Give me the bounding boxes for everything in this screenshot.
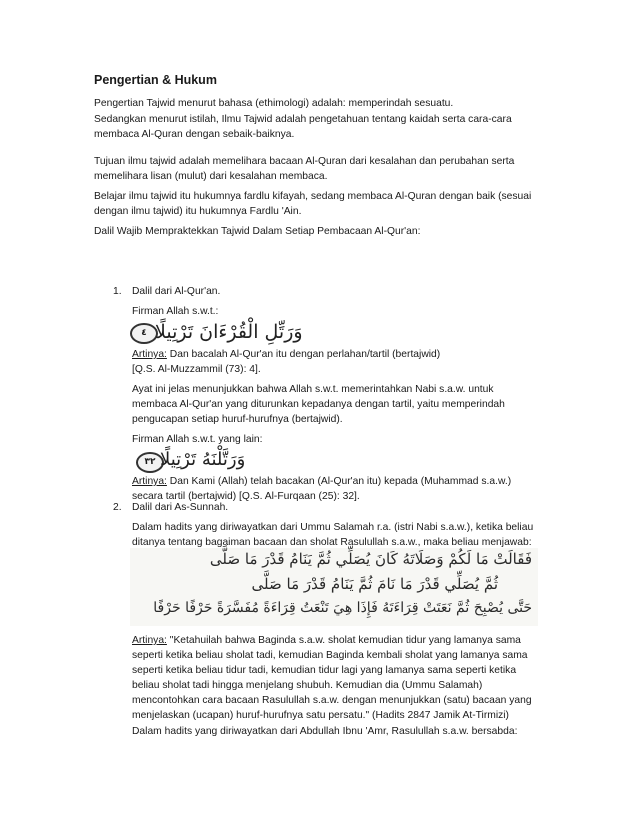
page-title: Pengertian & Hukum bbox=[94, 73, 217, 87]
paragraph-line: Sedangkan menurut istilah, Ilmu Tajwid adalah pengetahuan tentang kaidah serta cara-cara bbox=[94, 114, 512, 125]
translation-text: Dan Kami (Allah) telah bacakan (Al-Qur'an itu) kepada (Muhammad s.a.w.) bbox=[166, 476, 512, 487]
translation-text: "Ketahuilah bahwa Baginda s.a.w. sholat kemudian tidur yang lamanya sama bbox=[166, 635, 521, 646]
translation-line: mencontohkan cara bacaan Rasulullah s.a.w. dengan menunjukkan (satu) bacaan yang bbox=[132, 695, 532, 706]
translation-line bbox=[132, 347, 440, 362]
paragraph-line: Belajar ilmu tajwid itu hukumnya fardlu kifayah, sedang membaca Al-Quran dengan baik (sesuai bbox=[94, 191, 532, 202]
paragraph-line: Dalam hadits yang diriwayatkan dari Ummu Salamah r.a. (istri Nabi s.a.w.), ketika beliau bbox=[132, 522, 534, 533]
translation-line: secara tartil (bertajwid) [Q.S. Al-Furqaan (25): 32]. bbox=[132, 491, 360, 502]
translation-line bbox=[132, 633, 521, 648]
translation-line: seperti ketika beliau tidur tadi, kemudian tidur lagi yang lamanya sama seperti ketika bbox=[132, 665, 517, 676]
arabic-verse: وَرَتِّلِ الْقُرْءَانَ تَرْتِيلًا bbox=[155, 321, 303, 343]
paragraph-line: Dalil Wajib Mempraktekkan Tajwid Dalam Setiap Pembacaan Al-Qur'an: bbox=[94, 226, 421, 237]
paragraph-line: Ayat ini jelas menunjukkan bahwa Allah s.w.t. memerintahkan Nabi s.a.w. untuk bbox=[132, 384, 494, 395]
paragraph-line: membaca Al-Quran dengan sebaik-baiknya. bbox=[94, 129, 295, 140]
list-item-heading: Dalil dari As-Sunnah. bbox=[132, 502, 229, 513]
translation-text: Dan bacalah Al-Qur'an itu dengan perlahan/tartil (bertajwid) bbox=[166, 349, 441, 360]
firman-label: Firman Allah s.w.t.: bbox=[132, 306, 219, 317]
paragraph-line: memelihara lisan (mulut) dari kesalahan membaca. bbox=[94, 171, 328, 182]
paragraph-line: pengucapan setiap huruf-hurufnya (bertajwid). bbox=[132, 414, 343, 425]
artinya-label: Artinya: bbox=[132, 635, 167, 646]
artinya-label: Artinya: bbox=[132, 476, 167, 487]
ayah-number-icon: ٤ bbox=[130, 323, 158, 344]
translation-line bbox=[132, 474, 511, 489]
hadith-line: فَقَالَتْ مَا لَكُمْ وَصَلَاتَهُ كَانَ يُصَلِّي ثُمَّ يَنَامُ قَدْرَ مَا صَلَّى bbox=[209, 550, 532, 568]
paragraph-line: Pengertian Tajwid menurut bahasa (ethimologi) adalah: memperindah sesuatu. bbox=[94, 98, 454, 109]
artinya-label: Artinya: bbox=[132, 349, 167, 360]
translation-line: seperti ketika beliau sholat tadi, kemudian Baginda kembali sholat yang lamanya sama bbox=[132, 650, 528, 661]
paragraph-line: Dalam hadits yang diriwayatkan dari Abdullah Ibnu 'Amr, Rasulullah s.a.w. bersabda: bbox=[132, 726, 518, 737]
list-number: 2. bbox=[113, 502, 122, 513]
arabic-hadith-image bbox=[130, 548, 538, 626]
arabic-verse: وَرَتَّلْنَهُ تَرْتِيلًا bbox=[160, 449, 246, 470]
paragraph-line: membaca Al-Qur'an yang diturunkan kepadanya dengan tartil, yaitu memperindah bbox=[132, 399, 505, 410]
hadith-line: ثُمَّ يُصَلِّي قَدْرَ مَا نَامَ ثُمَّ يَنَامُ قَدْرَ مَا صَلَّى bbox=[251, 575, 498, 593]
ayah-number-icon: ٣٢ bbox=[136, 452, 164, 473]
paragraph-line: Tujuan ilmu tajwid adalah memelihara bacaan Al-Quran dari kesalahan dan perubahan serta bbox=[94, 156, 515, 167]
list-number: 1. bbox=[113, 286, 122, 297]
hadith-line: حَتَّى يُصْبِحَ ثُمَّ نَعَتَتْ قِرَاءَتَهُ فَإِذَا هِيَ تَنْعَتُ قِرَاءَةً مُفَسَّرَةً حَرْفًا حَرْفًا bbox=[153, 600, 532, 616]
translation-line: menjelaskan (ucapan) huruf-hurufnya satu persatu." (Hadits 2847 Jamik At-Tirmizi) bbox=[132, 710, 509, 721]
verse-reference: [Q.S. Al-Muzzammil (73): 4]. bbox=[132, 364, 261, 375]
translation-line: beliau sholat tadi hingga menjelang shubuh. Kemudian dia (Ummu Salamah) bbox=[132, 680, 483, 691]
paragraph-line: dengan ilmu tajwid) itu hukumnya Fardlu 'Ain. bbox=[94, 206, 302, 217]
list-item-heading: Dalil dari Al-Qur'an. bbox=[132, 286, 221, 297]
paragraph-line: ditanya tentang bagaiman bacaan dan sholat Rasulullah s.a.w., maka beliau menjawab: bbox=[132, 537, 532, 548]
firman-label: Firman Allah s.w.t. yang lain: bbox=[132, 434, 263, 445]
